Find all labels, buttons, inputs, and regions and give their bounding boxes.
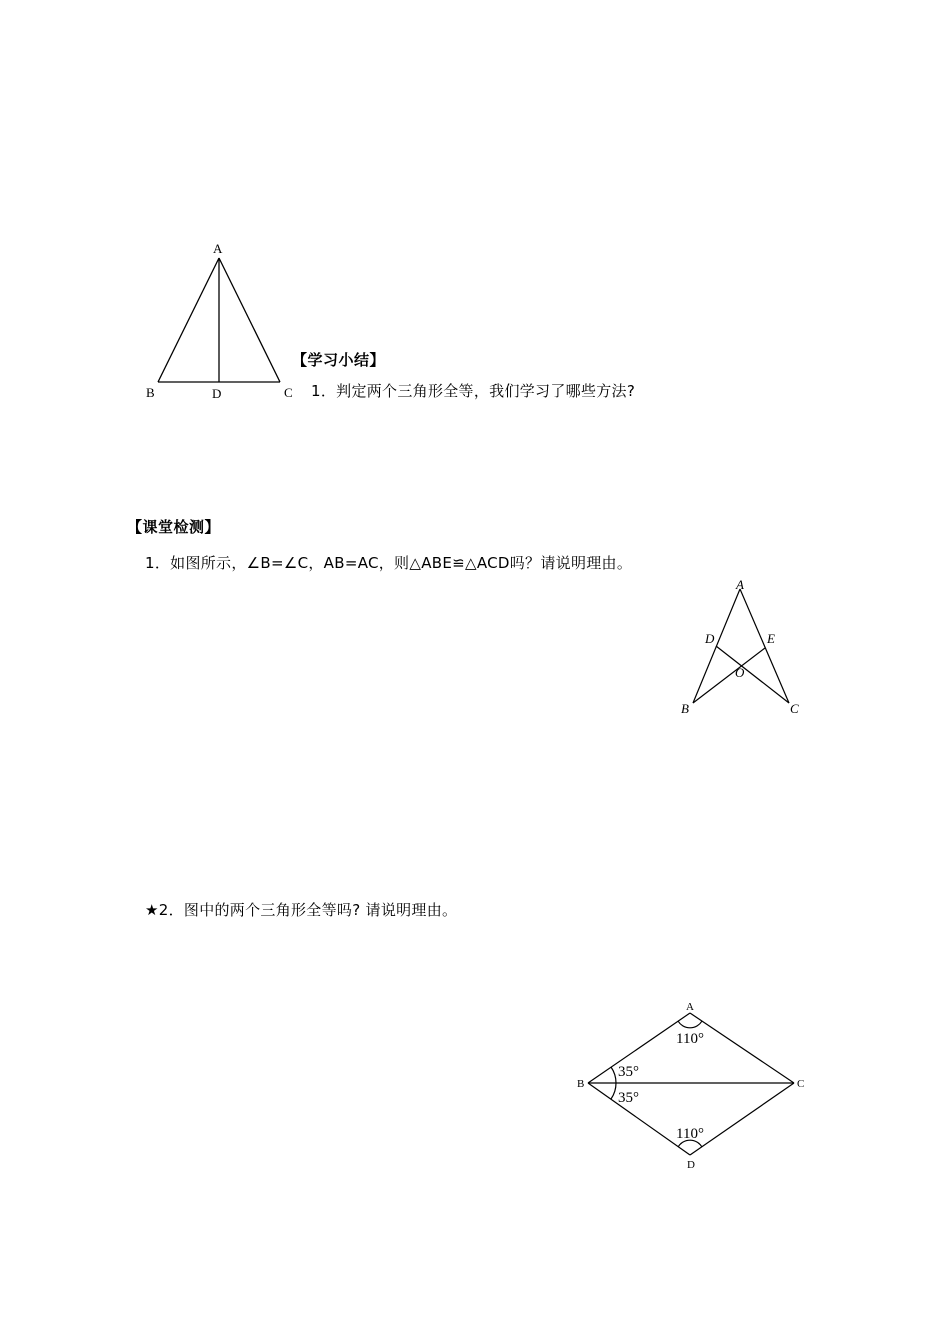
summary-heading: 【学习小结】 (292, 351, 386, 369)
angle-arc-b-lower (611, 1083, 616, 1099)
summary-question-1: 1．判定两个三角形全等，我们学习了哪些方法? (311, 382, 636, 400)
fig1-label-a: A (213, 241, 223, 256)
check-question-2: ★2．图中的两个三角形全等吗? 请说明理由。 (145, 901, 458, 919)
fig1-label-b: B (146, 385, 155, 400)
angle-label-b-upper: 35° (618, 1064, 639, 1080)
angle-label-d: 110° (676, 1126, 704, 1142)
segment-ac-fig3 (690, 1013, 794, 1083)
angle-arc-a (678, 1021, 702, 1028)
angle-arc-b-upper (611, 1067, 616, 1083)
fig2-label-b: B (681, 701, 689, 716)
fig1-label-c: C (284, 385, 293, 400)
fig1-label-d: D (212, 386, 222, 401)
fig3-label-a: A (686, 1001, 694, 1013)
segment-cd-fig3 (690, 1083, 794, 1155)
fig2-label-d: D (705, 631, 715, 646)
segment-ab-fig3 (588, 1013, 690, 1083)
segment-bd (588, 1083, 690, 1155)
check-question-1: 1．如图所示，∠B=∠C，AB=AC，则△ABE≌△ACD吗？请说明理由。 (145, 554, 633, 572)
fig2-label-e: E (767, 631, 775, 646)
fig2-label-o: O (735, 665, 745, 680)
fig2-label-c: C (790, 701, 799, 716)
fig3-label-c: C (797, 1078, 805, 1090)
angle-label-b-lower: 35° (618, 1090, 639, 1106)
fig3-label-b: B (577, 1078, 585, 1090)
fig3-label-d: D (687, 1159, 695, 1171)
check-heading: 【课堂检测】 (127, 518, 221, 536)
angle-label-a: 110° (676, 1031, 704, 1047)
fig2-label-a: A (736, 577, 744, 592)
